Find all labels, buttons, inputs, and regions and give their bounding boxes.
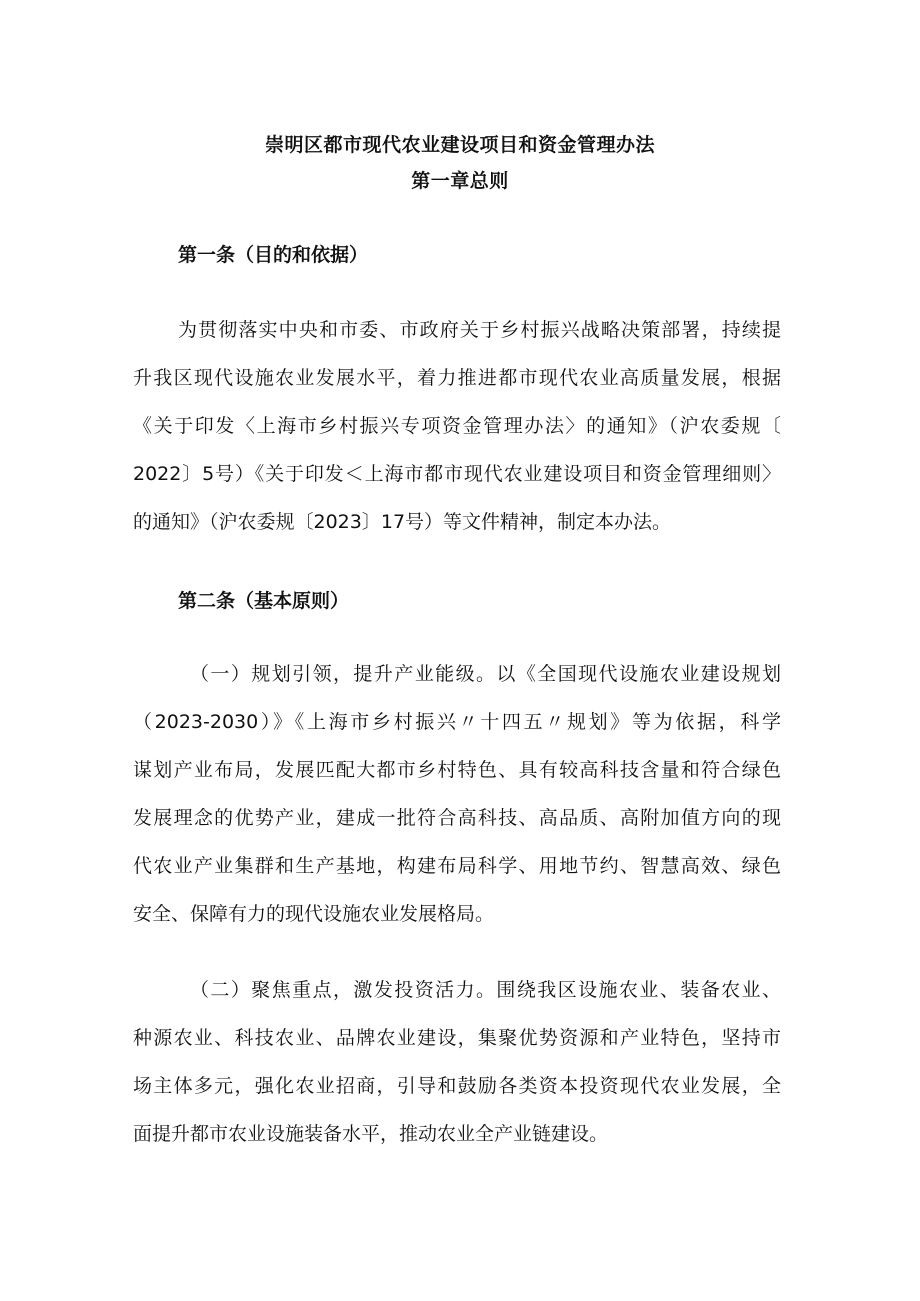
article-2-item-1-line: （2023-2030）》《上海市乡村振兴〃十四五〃规划》等为依据，科学	[133, 711, 781, 733]
article-2-item-2-line: 种源农业、科技农业、品牌农业建设，集聚优势资源和产业特色，坚持市	[133, 1027, 781, 1049]
article-2-item-1-line: 代农业产业集群和生产基地，构建布局科学、用地节约、智慧高效、绿色	[133, 855, 781, 877]
article-1-line: 2022〕5号）《关于印发＜上海市都市现代农业建设项目和资金管理细则〉	[133, 463, 781, 485]
article-2-item-1-line: 安全、保障有力的现代设施农业发展格局。	[133, 903, 495, 925]
article-1-line: 《关于印发〈上海市乡村振兴专项资金管理办法〉的通知》（沪农委规〔	[133, 415, 781, 437]
chapter-title: 第一章总则	[411, 170, 509, 192]
article-2-item-2-line: 面提升都市农业设施装备水平，推动农业全产业链建设。	[133, 1123, 609, 1145]
article-2-item-1-line: 发展理念的优势产业，建成一批符合高科技、高品质、高附加值方向的现	[133, 807, 781, 829]
document-title: 崇明区都市现代农业建设项目和资金管理办法	[264, 134, 655, 156]
article-1-line: 升我区现代设施农业发展水平，着力推进都市现代农业高质量发展，根据	[133, 367, 781, 389]
article-2-item-1-line: （一）规划引领，提升产业能级。以《全国现代设施农业建设规划	[190, 663, 781, 685]
article-2-item-2-line: 场主体多元，强化农业招商，引导和鼓励各类资本投资现代农业发展，全	[133, 1075, 781, 1097]
article-2-heading: 第二条（基本原则）	[178, 590, 350, 612]
article-1-heading: 第一条（目的和依据）	[178, 244, 369, 266]
article-2-item-1-line: 谋划产业布局，发展匹配大都市乡村特色、具有较高科技含量和符合绿色	[133, 759, 781, 781]
article-1-line: 的通知》（沪农委规〔2023〕17号）等文件精神，制定本办法。	[133, 511, 672, 533]
article-2-item-2-line: （二）聚焦重点，激发投资活力。围绕我区设施农业、装备农业、	[190, 979, 781, 1001]
article-1-line: 为贯彻落实中央和市委、市政府关于乡村振兴战略决策部署，持续提	[178, 319, 781, 341]
